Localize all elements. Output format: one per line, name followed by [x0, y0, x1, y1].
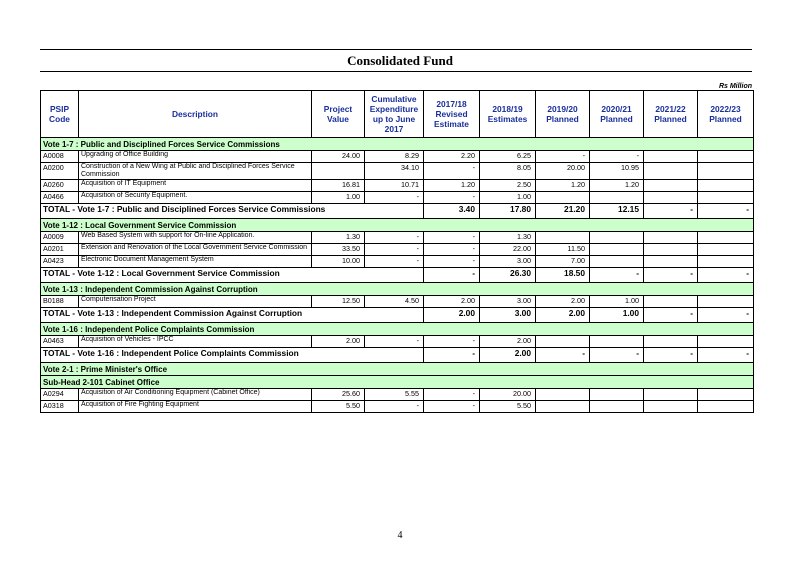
cell-value — [644, 192, 698, 204]
table-row — [41, 232, 754, 244]
cell-value — [536, 336, 590, 348]
psip-code: A0318 — [41, 401, 79, 413]
cell-value: 2.50 — [480, 180, 536, 192]
cell-value: 20.00 — [480, 389, 536, 401]
col-header: 2017/18 Revised Estimate — [424, 91, 480, 138]
psip-code: A0008 — [41, 151, 79, 163]
description: Extension and Renovation of the Local Government Service Commission — [79, 244, 312, 256]
cell-value — [644, 296, 698, 308]
total-value: 1.00 — [590, 308, 644, 323]
cell-value: 34.10 — [365, 163, 424, 180]
table-row — [41, 256, 754, 268]
cell-value — [644, 244, 698, 256]
cell-value — [644, 401, 698, 413]
cell-value: - — [365, 232, 424, 244]
vote-heading-row — [41, 323, 754, 336]
table-row — [41, 401, 754, 413]
cell-value — [698, 296, 754, 308]
table-row — [41, 192, 754, 204]
subhead-heading: Sub-Head 2-101 Cabinet Office — [41, 376, 754, 389]
cell-value: 1.00 — [590, 296, 644, 308]
description: Acquisition of Fire Fighting Equipment — [79, 401, 312, 413]
cell-value: 11.50 — [536, 244, 590, 256]
total-value: - — [590, 348, 644, 363]
cell-value: 22.00 — [480, 244, 536, 256]
cell-value: - — [424, 163, 480, 180]
cell-value: - — [424, 336, 480, 348]
cell-value: - — [365, 401, 424, 413]
total-value: 3.00 — [480, 308, 536, 323]
cell-value: - — [590, 151, 644, 163]
total-value: - — [644, 348, 698, 363]
cell-value: - — [365, 192, 424, 204]
description: Acquisition of Air Conditioning Equipment (Cabinet Office) — [79, 389, 312, 401]
cell-value: 5.55 — [365, 389, 424, 401]
cell-value: - — [424, 256, 480, 268]
cell-value: - — [424, 192, 480, 204]
cell-value — [590, 192, 644, 204]
vote-heading-row — [41, 138, 754, 151]
total-label: TOTAL - Vote 1-13 : Independent Commission Against Corruption — [41, 308, 424, 323]
psip-code: A0260 — [41, 180, 79, 192]
vote-heading-row — [41, 283, 754, 296]
cell-value: 8.05 — [480, 163, 536, 180]
cell-value: 2.00 — [312, 336, 365, 348]
cell-value: - — [365, 244, 424, 256]
col-header: 2019/20 Planned — [536, 91, 590, 138]
vote-heading: Vote 1-13 : Independent Commission Against Corruption — [41, 283, 754, 296]
table-body — [41, 138, 754, 413]
cell-value: 20.00 — [536, 163, 590, 180]
cell-value — [698, 163, 754, 180]
total-value: - — [644, 268, 698, 283]
total-value: 3.40 — [424, 204, 480, 219]
psip-code: A0423 — [41, 256, 79, 268]
subhead-row — [41, 376, 754, 389]
description: Acquisition of IT Equipment — [79, 180, 312, 192]
cell-value — [312, 163, 365, 180]
cell-value: - — [424, 389, 480, 401]
cell-value — [644, 336, 698, 348]
vote-heading-row — [41, 219, 754, 232]
cell-value: 33.50 — [312, 244, 365, 256]
cell-value — [698, 192, 754, 204]
header-row — [41, 91, 754, 138]
total-label: TOTAL - Vote 1-7 : Public and Disciplined Forces Service Commissions — [41, 204, 424, 219]
table-row — [41, 389, 754, 401]
cell-value — [536, 192, 590, 204]
cell-value: 1.20 — [590, 180, 644, 192]
table-row — [41, 296, 754, 308]
cell-value: - — [424, 244, 480, 256]
psip-code: A0009 — [41, 232, 79, 244]
table-row — [41, 244, 754, 256]
cell-value — [698, 151, 754, 163]
units-label: Rs Million — [718, 83, 752, 90]
total-value: - — [536, 348, 590, 363]
cell-value — [536, 401, 590, 413]
total-value: - — [424, 268, 480, 283]
description: Computerisation Project — [79, 296, 312, 308]
cell-value: 6.25 — [480, 151, 536, 163]
total-row — [41, 348, 754, 363]
total-value: 12.15 — [590, 204, 644, 219]
table-row — [41, 180, 754, 192]
total-row — [41, 204, 754, 219]
cell-value — [590, 232, 644, 244]
cell-value — [698, 232, 754, 244]
cell-value: 2.00 — [480, 336, 536, 348]
vote-heading: Vote 1-16 : Independent Police Complaints Commission — [41, 323, 754, 336]
vote-heading: Vote 1-12 : Local Government Service Commission — [41, 219, 754, 232]
top-rule — [40, 49, 752, 50]
total-value: 2.00 — [536, 308, 590, 323]
total-row — [41, 268, 754, 283]
table-row — [41, 151, 754, 163]
total-value: - — [424, 348, 480, 363]
total-label: TOTAL - Vote 1-16 : Independent Police Complaints Commission — [41, 348, 424, 363]
total-value: 21.20 — [536, 204, 590, 219]
cell-value: 1.30 — [312, 232, 365, 244]
cell-value — [698, 389, 754, 401]
description: Upgrading of Office Building — [79, 151, 312, 163]
cell-value — [590, 256, 644, 268]
cell-value: 1.20 — [536, 180, 590, 192]
cell-value — [590, 336, 644, 348]
page-number: 4 — [397, 530, 403, 541]
psip-code: A0201 — [41, 244, 79, 256]
description: Construction of a New Wing at Public and Disciplined Forces Service Commission — [79, 163, 312, 180]
total-row — [41, 308, 754, 323]
cell-value — [590, 389, 644, 401]
table-row — [41, 336, 754, 348]
cell-value — [698, 180, 754, 192]
psip-code: A0200 — [41, 163, 79, 180]
psip-code: A0294 — [41, 389, 79, 401]
vote-heading: Vote 1-7 : Public and Disciplined Forces Service Commissions — [41, 138, 754, 151]
cell-value: - — [424, 401, 480, 413]
description: Acquisition of Vehicles - IPCC — [79, 336, 312, 348]
cell-value — [536, 232, 590, 244]
cell-value: - — [536, 151, 590, 163]
col-header: 2018/19 Estimates — [480, 91, 536, 138]
col-header: Description — [79, 91, 312, 138]
total-label: TOTAL - Vote 1-12 : Local Government Service Commission — [41, 268, 424, 283]
col-header: Cumulative Expenditure up to June 2017 — [365, 91, 424, 138]
cell-value: 1.00 — [480, 192, 536, 204]
total-value: - — [590, 268, 644, 283]
cell-value: - — [365, 336, 424, 348]
cell-value: 2.00 — [536, 296, 590, 308]
cell-value — [590, 244, 644, 256]
cell-value — [644, 180, 698, 192]
cell-value: 1.20 — [424, 180, 480, 192]
cell-value: 1.30 — [480, 232, 536, 244]
title-rule — [40, 71, 752, 72]
cell-value: 1.00 — [312, 192, 365, 204]
total-value: - — [698, 308, 754, 323]
table-row — [41, 163, 754, 180]
cell-value: 16.81 — [312, 180, 365, 192]
cell-value: 25.60 — [312, 389, 365, 401]
cell-value: 7.00 — [536, 256, 590, 268]
col-header: Project Value — [312, 91, 365, 138]
total-value: 18.50 — [536, 268, 590, 283]
col-header: 2021/22 Planned — [644, 91, 698, 138]
cell-value: 2.20 — [424, 151, 480, 163]
vote-heading: Vote 2-1 : Prime Minister's Office — [41, 363, 754, 376]
cell-value: - — [424, 232, 480, 244]
cell-value — [698, 256, 754, 268]
cell-value: 5.50 — [480, 401, 536, 413]
psip-code: A0466 — [41, 192, 79, 204]
psip-code: B0188 — [41, 296, 79, 308]
cell-value — [698, 244, 754, 256]
vote-heading-row — [41, 363, 754, 376]
cell-value: 12.50 — [312, 296, 365, 308]
cell-value: 24.00 — [312, 151, 365, 163]
cell-value — [644, 256, 698, 268]
cell-value: 2.00 — [424, 296, 480, 308]
col-header: 2020/21 Planned — [590, 91, 644, 138]
cell-value — [644, 389, 698, 401]
col-header: PSIP Code — [41, 91, 79, 138]
cell-value — [644, 151, 698, 163]
cell-value: 5.50 — [312, 401, 365, 413]
cell-value: - — [365, 256, 424, 268]
cell-value: 10.95 — [590, 163, 644, 180]
description: Acquisition of Security Equipment. — [79, 192, 312, 204]
cell-value — [698, 336, 754, 348]
cell-value — [698, 401, 754, 413]
cell-value — [644, 232, 698, 244]
cell-value — [536, 389, 590, 401]
budget-table — [40, 90, 754, 413]
cell-value — [590, 401, 644, 413]
cell-value: 3.00 — [480, 296, 536, 308]
cell-value: 10.00 — [312, 256, 365, 268]
total-value: 2.00 — [424, 308, 480, 323]
total-value: - — [698, 268, 754, 283]
total-value: 26.30 — [480, 268, 536, 283]
description: Web Based System with support for On-line Application. — [79, 232, 312, 244]
col-header: 2022/23 Planned — [698, 91, 754, 138]
page-title: Consolidated Fund — [347, 53, 453, 68]
description: Electronic Document Management System — [79, 256, 312, 268]
cell-value: 4.50 — [365, 296, 424, 308]
total-value: 17.80 — [480, 204, 536, 219]
cell-value: 3.00 — [480, 256, 536, 268]
total-value: - — [698, 348, 754, 363]
total-value: - — [644, 204, 698, 219]
psip-code: A0463 — [41, 336, 79, 348]
total-value: 2.00 — [480, 348, 536, 363]
cell-value: 10.71 — [365, 180, 424, 192]
total-value: - — [644, 308, 698, 323]
cell-value — [644, 163, 698, 180]
cell-value: 8.29 — [365, 151, 424, 163]
total-value: - — [698, 204, 754, 219]
